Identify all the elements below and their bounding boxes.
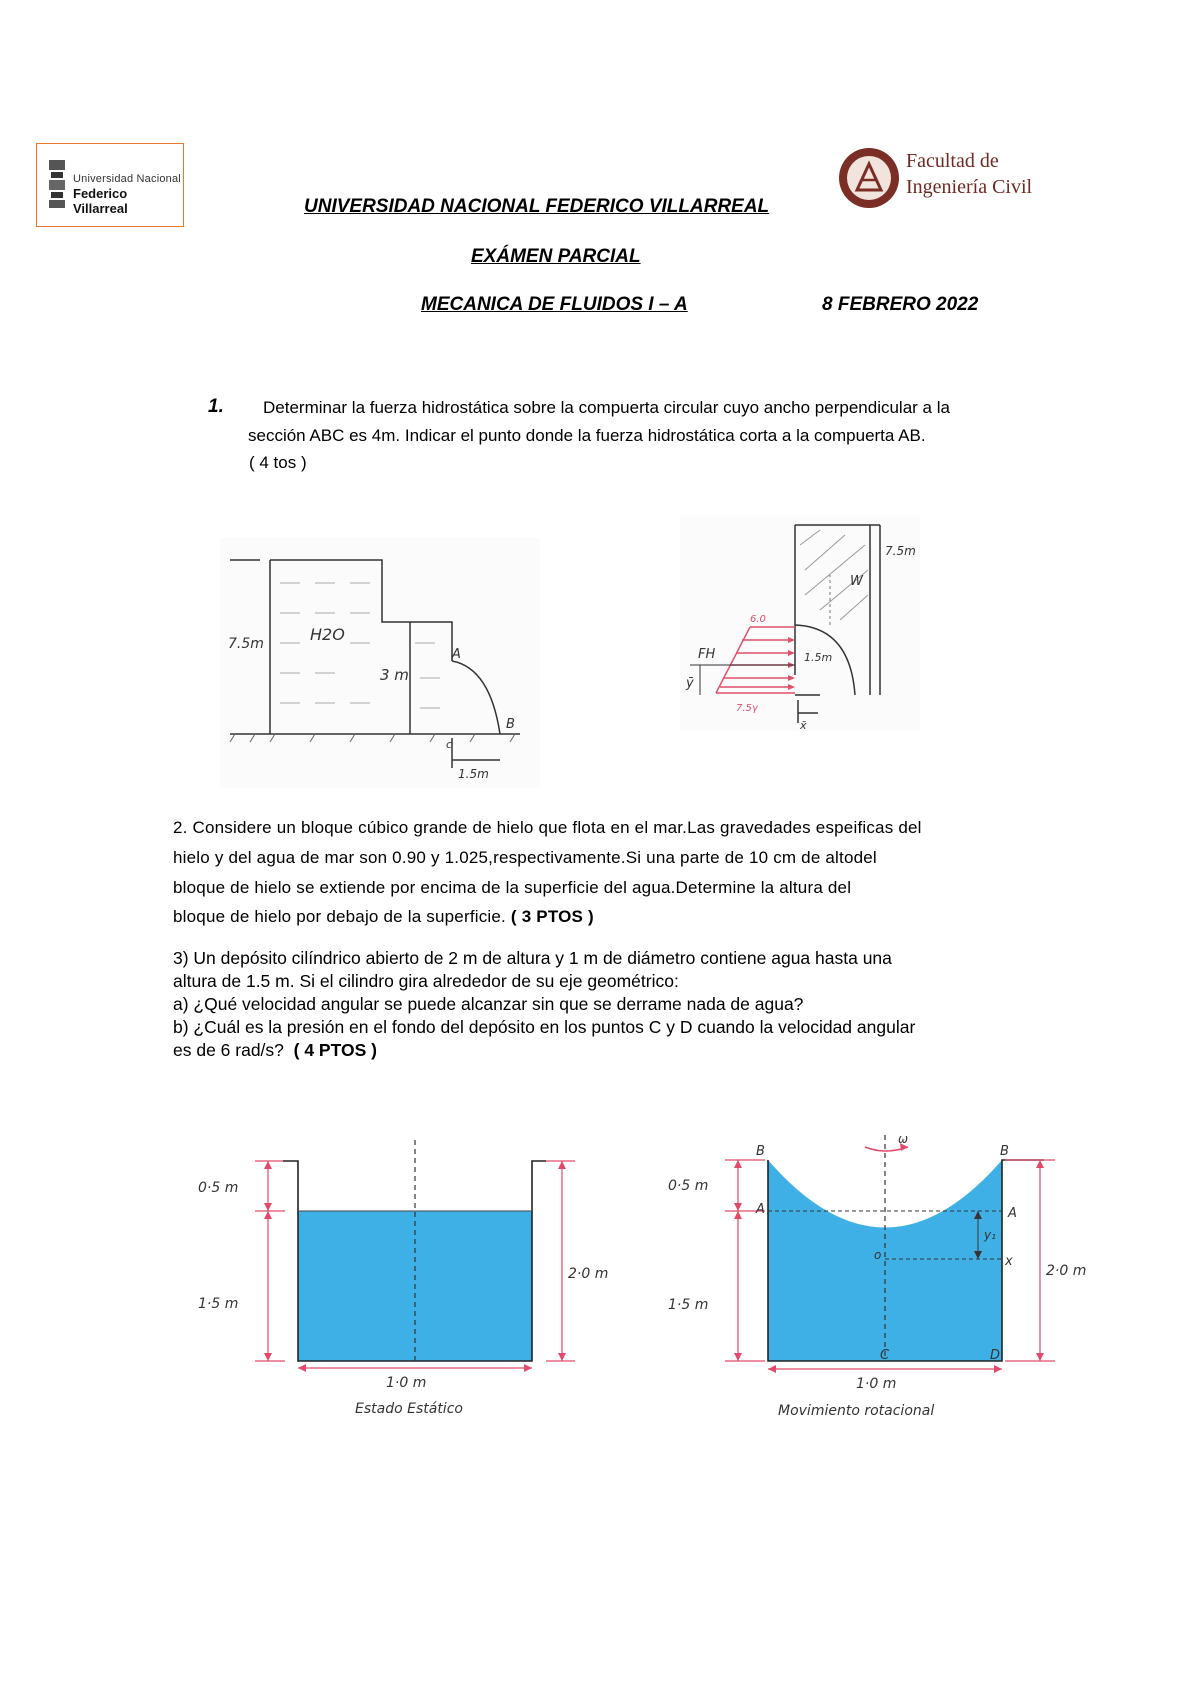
q1-right-weight-label: W <box>850 574 863 589</box>
exam-title: EXÁMEN PARCIAL <box>471 246 641 267</box>
question-2-line2: hielo y del agua de mar son 0.90 y 1.025,respectivamente.Si una parte de 10 cm de altodel <box>173 848 877 867</box>
q1-left-point-c: c <box>446 738 453 751</box>
question-3-line5 <box>173 1040 377 1061</box>
question-2-line4-text: bloque de hielo por debajo de la superficie. <box>173 907 506 926</box>
course-title: MECANICA DE FLUIDOS I – A <box>421 294 688 315</box>
q1-left-width-label: 1.5m <box>458 767 489 781</box>
exam-date: 8 FEBRERO 2022 <box>822 294 979 315</box>
q3-rotating-caption: Movimiento rotacional <box>778 1403 935 1419</box>
q3-rotating-a-left: A <box>756 1202 765 1217</box>
q1-right-xbar-label: x̄ <box>800 719 807 731</box>
question-1-number: 1. <box>208 396 224 417</box>
q3-static-total-height: 2·0 m <box>568 1266 609 1282</box>
question-3-points: ( 4 PTOS ) <box>293 1040 377 1060</box>
university-title: UNIVERSIDAD NACIONAL FEDERICO VILLARREAL <box>304 196 770 217</box>
faculty-name-line2: Ingeniería Civil <box>906 176 1033 198</box>
q1-left-point-a: A <box>452 647 461 662</box>
q3-rotating-omega: ω <box>898 1132 909 1146</box>
faculty-name-line1: Facultad de <box>906 150 999 172</box>
question-3-line2: altura de 1.5 m. Si el cilindro gira alrededor de su eje geométrico: <box>173 971 679 991</box>
q1-right-height-label: 7.5m <box>885 544 916 558</box>
question-1-line2: sección ABC es 4m. Indicar el punto donde la fuerza hidrostática corta a la compuerta AB. <box>248 426 926 445</box>
q1-tank-figure <box>220 538 540 788</box>
q1-left-point-b: B <box>506 717 515 732</box>
q1-right-force-label: FH <box>698 647 716 662</box>
q1-left-height-label: 7.5m <box>228 636 264 652</box>
question-1-line1: Determinar la fuerza hidrostática sobre la compuerta circular cuyo ancho perpendicular a la <box>263 398 950 417</box>
q1-left-fluid-label: H2O <box>310 625 345 644</box>
question-2-points: ( 3 PTOS ) <box>510 907 594 926</box>
question-3-line1: 3) Un depósito cilíndrico abierto de 2 m de altura y 1 m de diámetro contiene agua hasta una <box>173 948 892 968</box>
q3-static-top-gap: 0·5 m <box>198 1180 239 1196</box>
q1-right-ybar-label: ȳ <box>686 676 694 691</box>
q1-right-bottom-pressure: 7.5γ <box>736 703 758 714</box>
university-logo-line2: Federico Villarreal <box>73 186 128 216</box>
q3-rotating-d: D <box>990 1348 1001 1363</box>
question-3-line3: a) ¿Qué velocidad angular se puede alcanzar sin que se derrame nada de agua? <box>173 994 804 1014</box>
question-3-line5-text: es de 6 rad/s? <box>173 1040 284 1060</box>
q3-rotating-x: x <box>1005 1254 1013 1269</box>
q3-static-caption: Estado Estático <box>355 1401 463 1417</box>
university-crest-icon <box>47 158 67 210</box>
q3-static-tank-figure <box>190 1130 620 1440</box>
q3-rotating-tank-figure <box>660 1125 1110 1445</box>
q3-rotating-a-right: A <box>1008 1206 1017 1221</box>
question-2-line1: 2. Considere un bloque cúbico grande de hielo que flota en el mar.Las gravedades espeificas del <box>173 818 922 837</box>
q3-rotating-c: C <box>880 1348 890 1363</box>
faculty-seal-icon <box>837 146 901 210</box>
q3-rotating-b-right: B <box>1000 1144 1009 1159</box>
q3-rotating-top-gap: 0·5 m <box>668 1178 709 1194</box>
q1-force-figure <box>680 515 920 731</box>
q3-rotating-origin: o <box>874 1248 882 1262</box>
q3-rotating-y1: y₁ <box>984 1228 996 1242</box>
q3-static-diameter: 1·0 m <box>386 1375 427 1391</box>
q3-rotating-water-height: 1·5 m <box>668 1297 709 1313</box>
q3-rotating-b-left: B <box>756 1144 765 1159</box>
q3-rotating-total-height: 2·0 m <box>1046 1263 1087 1279</box>
question-3-line4: b) ¿Cuál es la presión en el fondo del depósito en los puntos C y D cuando la velocidad angular <box>173 1017 916 1037</box>
question-2-line4 <box>173 907 594 927</box>
q1-left-step-label: 3 m <box>380 666 409 684</box>
question-2-line3: bloque de hielo se extiende por encima de la superficie del agua.Determine la altura del <box>173 878 852 897</box>
q3-static-water-height: 1·5 m <box>198 1296 239 1312</box>
q1-right-top-pressure: 6.0 <box>750 614 766 625</box>
q3-rotating-diameter: 1·0 m <box>856 1376 897 1392</box>
university-logo <box>36 143 184 227</box>
question-1-points: ( 4 tos ) <box>249 453 307 472</box>
university-logo-line1: Universidad Nacional <box>73 173 181 185</box>
q1-right-radius-label: 1.5m <box>804 651 833 664</box>
